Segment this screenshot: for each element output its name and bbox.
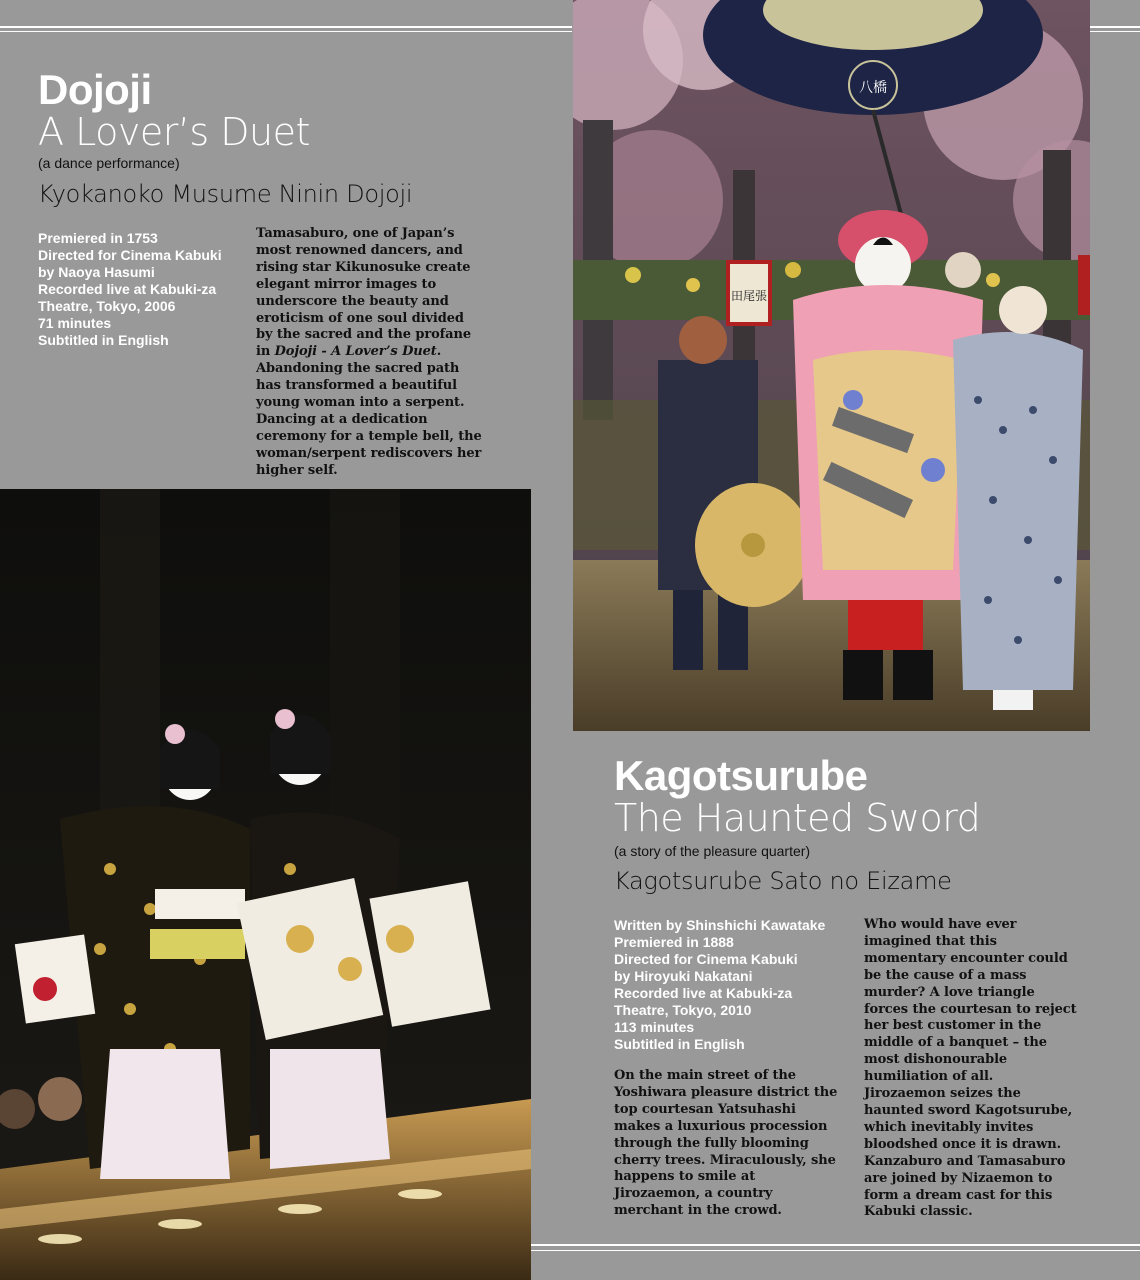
credit-line: Directed for Cinema Kabuki xyxy=(38,247,222,263)
kagotsurube-photo-art xyxy=(573,0,1090,731)
credit-line: Directed for Cinema Kabuki xyxy=(614,951,798,967)
dojoji-title: Dojoji xyxy=(38,66,152,113)
kagotsurube-alt-title: Kagotsurube Sato no Eizame xyxy=(614,867,952,895)
synopsis-text: Tamasaburo, one of Japan’s most renowned dancers, and rising star Kikunosuke create elegant mirror images to underscore the beauty and eroticism of one soul divided by the sacred and the profane in xyxy=(256,226,472,360)
top-rule-right-2 xyxy=(1090,31,1140,32)
kagotsurube-photo xyxy=(573,0,1090,731)
dojoji-credits xyxy=(38,230,222,349)
kagotsurube-synopsis-left: On the main street of the Yoshiwara pleasure district the top courtesan Yatsuhashi makes a luxurious procession through the fully blooming cherry trees. Miraculously, she happens to smile at Jirozaemon, a country merchant in the crowd. xyxy=(614,1068,838,1219)
top-rule-left xyxy=(0,26,572,28)
dojoji-subtitle: A Lover’s Duet xyxy=(38,110,310,154)
credit-line: Theatre, Tokyo, 2006 xyxy=(38,298,176,314)
kagotsurube-synopsis-right: Who would have ever imagined that this momentary encounter could be the cause of a mass murder? A love triangle forces the courtesan to reject her best customer in the middle of a banquet – the most dishonourable humiliation of all. Jirozaemon seizes the haunted sword Kagotsurube, which inevitably invites bloodshed once it is drawn. Kanzaburo and Tamasaburo are joined by Nizaemon to form a dream cast for this Kabuki classic. xyxy=(864,917,1077,1220)
dojoji-photo xyxy=(0,489,531,1280)
credit-line: Recorded live at Kabuki-za xyxy=(38,281,217,297)
umbrella-sign: 八橋 xyxy=(859,80,887,96)
synopsis-text: . Abandoning the sacred path has transformed a beautiful young woman into a serpent. Dancing at a dedication ceremony for a temple bell, the woman/serpent rediscovers her higher self. xyxy=(256,344,482,478)
dojoji-photo-art xyxy=(0,489,531,1280)
credit-line: Premiered in 1888 xyxy=(614,934,734,950)
kagotsurube-subtitle: The Haunted Sword xyxy=(614,796,981,840)
credit-line: Theatre, Tokyo, 2010 xyxy=(614,1002,752,1018)
credit-line: Subtitled in English xyxy=(38,332,169,348)
dojoji-alt-title: Kyokanoko Musume Ninin Dojoji xyxy=(38,180,413,208)
credit-line: by Naoya Hasumi xyxy=(38,264,155,280)
lantern-sign: 田尾張 xyxy=(730,289,768,303)
synopsis-title-italic: Dojoji - A Lover’s Duet xyxy=(274,344,437,360)
credit-line: Written by Shinshichi Kawatake xyxy=(614,917,826,933)
kagotsurube-note: (a story of the pleasure quarter) xyxy=(614,843,811,859)
dojoji-synopsis xyxy=(256,226,484,480)
dojoji-note: (a dance performance) xyxy=(38,155,180,171)
credit-line: Premiered in 1753 xyxy=(38,230,158,246)
credit-line: Recorded live at Kabuki-za xyxy=(614,985,793,1001)
bottom-rule xyxy=(531,1244,1140,1246)
credit-line: Subtitled in English xyxy=(614,1036,745,1052)
credit-line: by Hiroyuki Nakatani xyxy=(614,968,753,984)
kagotsurube-credits xyxy=(614,917,825,1053)
kagotsurube-title: Kagotsurube xyxy=(614,752,868,799)
credit-line: 113 minutes xyxy=(614,1019,695,1035)
bottom-rule-2 xyxy=(531,1250,1140,1251)
top-rule-right xyxy=(1090,26,1140,28)
credit-line: 71 minutes xyxy=(38,315,112,331)
top-rule-left-2 xyxy=(0,31,572,32)
